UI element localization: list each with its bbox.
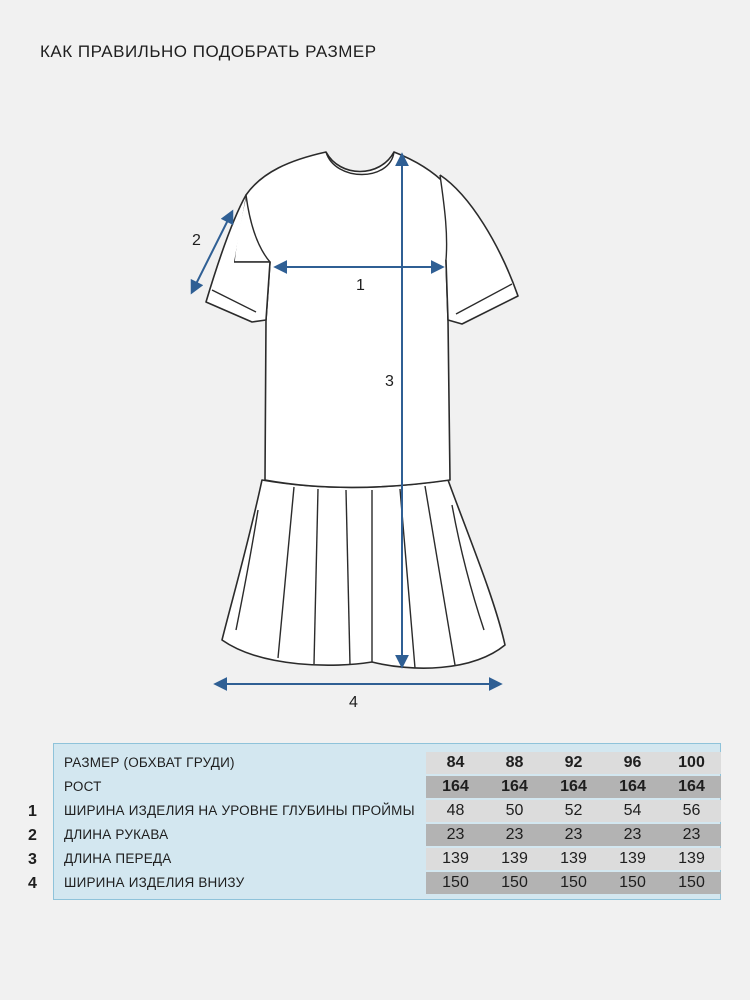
row-label: ШИРИНА ИЗДЕЛИЯ ВНИЗУ bbox=[64, 875, 245, 890]
row-cells bbox=[426, 872, 721, 894]
row-number-2: 2 bbox=[28, 827, 37, 844]
page-title: КАК ПРАВИЛЬНО ПОДОБРАТЬ РАЗМЕР bbox=[40, 42, 377, 61]
row-cells bbox=[426, 776, 721, 798]
table-cell: 50 bbox=[505, 802, 524, 819]
table-cell: 139 bbox=[501, 850, 528, 867]
skirt-outline bbox=[222, 480, 505, 668]
table-cell: 164 bbox=[560, 778, 587, 795]
row-number-1: 1 bbox=[28, 803, 37, 820]
row-label: ДЛИНА ПЕРЕДА bbox=[64, 851, 172, 866]
table-cell: 139 bbox=[619, 850, 646, 867]
row-cells bbox=[426, 848, 721, 870]
table-row-size bbox=[54, 752, 720, 774]
row-number-4: 4 bbox=[28, 875, 37, 892]
table-cell: 150 bbox=[560, 874, 587, 891]
table-row-measure-2 bbox=[54, 824, 720, 846]
row-label: ШИРИНА ИЗДЕЛИЯ НА УРОВНЕ ГЛУБИНЫ ПРОЙМЫ bbox=[64, 803, 415, 818]
table-cell: 139 bbox=[678, 850, 705, 867]
table-cell: 150 bbox=[501, 874, 528, 891]
table-cell: 164 bbox=[678, 778, 705, 795]
size-table bbox=[53, 743, 721, 900]
table-row-height bbox=[54, 776, 720, 798]
table-cell: 139 bbox=[442, 850, 469, 867]
measure-label-4: 4 bbox=[349, 694, 358, 711]
table-cell: 52 bbox=[564, 802, 583, 819]
bodice-outline bbox=[234, 152, 474, 488]
row-label: ДЛИНА РУКАВА bbox=[64, 827, 169, 842]
table-cell: 96 bbox=[623, 754, 642, 771]
measure-label-3: 3 bbox=[385, 373, 394, 390]
table-cell: 150 bbox=[619, 874, 646, 891]
table-cell: 23 bbox=[682, 826, 701, 843]
table-cell: 84 bbox=[446, 754, 465, 771]
table-cell: 54 bbox=[623, 802, 642, 819]
table-cell: 92 bbox=[564, 754, 583, 771]
table-cell: 164 bbox=[501, 778, 528, 795]
table-row-measure-3 bbox=[54, 848, 720, 870]
table-cell: 23 bbox=[505, 826, 524, 843]
table-cell: 164 bbox=[442, 778, 469, 795]
row-cells bbox=[426, 752, 721, 774]
table-cell: 150 bbox=[678, 874, 705, 891]
table-row-measure-1 bbox=[54, 800, 720, 822]
measure-label-2: 2 bbox=[192, 232, 201, 249]
table-cell: 164 bbox=[619, 778, 646, 795]
table-cell: 100 bbox=[678, 754, 705, 771]
row-cells bbox=[426, 824, 721, 846]
table-row-measure-4 bbox=[54, 872, 720, 894]
table-cell: 88 bbox=[505, 754, 524, 771]
row-label: РАЗМЕР (ОБХВАТ ГРУДИ) bbox=[64, 755, 235, 770]
table-cell: 56 bbox=[682, 802, 701, 819]
measure-label-1: 1 bbox=[356, 277, 365, 294]
table-cell: 48 bbox=[446, 802, 465, 819]
row-cells bbox=[426, 800, 721, 822]
table-cell: 23 bbox=[623, 826, 642, 843]
row-label: РОСТ bbox=[64, 779, 102, 794]
row-number-3: 3 bbox=[28, 851, 37, 868]
table-cell: 23 bbox=[446, 826, 465, 843]
table-cell: 139 bbox=[560, 850, 587, 867]
table-cell: 23 bbox=[564, 826, 583, 843]
table-cell: 150 bbox=[442, 874, 469, 891]
